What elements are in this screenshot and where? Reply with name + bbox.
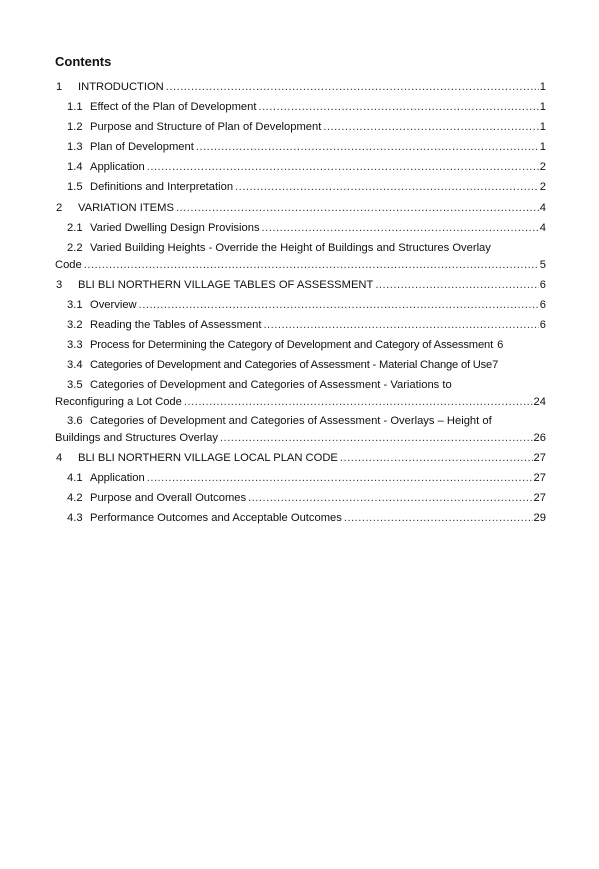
toc-entry-page: 4	[539, 202, 546, 214]
toc-entry-3-2[interactable]	[67, 317, 546, 334]
toc-entry-page: 1	[539, 101, 546, 113]
toc-entry-title: Purpose and Overall Outcomes	[90, 492, 247, 504]
dot-leader	[235, 179, 539, 196]
toc-entry-title-continued: Code	[55, 259, 82, 271]
dot-leader	[166, 79, 539, 96]
toc-entry-page: 6	[539, 319, 546, 331]
toc-entry-number: 1.3	[67, 141, 83, 153]
toc-entry-title: Categories of Development and Categories of Assessment - Overlays – Height of	[90, 415, 492, 427]
toc-entry-page: 26	[533, 432, 546, 444]
toc-entry-page: 1	[539, 141, 546, 153]
toc-entry-3-1[interactable]	[67, 297, 546, 314]
toc-entry-page: 29	[533, 512, 546, 524]
dot-leader	[258, 99, 538, 116]
toc-entry-page: 1	[539, 121, 546, 133]
toc-entry-title: Categories of Development and Categories of Assessment - Material Change of Use	[90, 359, 493, 371]
toc-entry-number: 1.2	[67, 121, 83, 133]
toc-entry-1-1[interactable]	[67, 99, 546, 116]
toc-entry-number: 4.1	[67, 472, 83, 484]
toc-entry-title: Effect of the Plan of Development	[90, 101, 257, 113]
toc-entry-number: 3.4	[67, 359, 83, 371]
toc-entry-1-4[interactable]	[67, 159, 546, 176]
dot-leader	[323, 119, 538, 136]
toc-entry-4-3[interactable]	[67, 510, 546, 527]
toc-entry-title: INTRODUCTION	[78, 81, 164, 93]
toc-entry-title: Application	[90, 161, 145, 173]
toc-entry-number: 3	[56, 279, 63, 291]
toc-entry-page: 27	[533, 492, 546, 504]
toc-entry-page: 6	[539, 299, 546, 311]
toc-entry-title: Varied Building Heights - Override the Height of Buildings and Structures Overlay	[90, 242, 491, 254]
toc-entry-1-5[interactable]	[67, 179, 546, 196]
toc-entry-number: 4.3	[67, 512, 83, 524]
dot-leader	[147, 470, 533, 487]
toc-entry-title: VARIATION ITEMS	[78, 202, 174, 214]
toc-entry-number: 3.3	[67, 339, 83, 351]
dot-leader	[220, 430, 533, 447]
toc-entry-4[interactable]	[56, 450, 546, 467]
toc-entry-page: 1	[539, 81, 546, 93]
toc-entry-title-continued: Reconfiguring a Lot Code	[55, 396, 182, 408]
toc-entry-page: 24	[533, 396, 546, 408]
toc-entry-page: 5	[539, 259, 546, 271]
toc-entry-number: 1.1	[67, 101, 83, 113]
toc-entry-line	[55, 257, 546, 274]
dot-leader	[196, 139, 539, 156]
dot-leader	[139, 297, 539, 314]
toc-entry-4-1[interactable]	[67, 470, 546, 487]
toc-entry-page: 6	[497, 339, 504, 351]
toc-entry-2-1[interactable]	[67, 220, 546, 237]
toc-entry-3[interactable]	[56, 277, 546, 294]
dot-leader	[340, 450, 533, 467]
toc-entry-number: 4.2	[67, 492, 83, 504]
toc-entry-title: Purpose and Structure of Plan of Development	[90, 121, 322, 133]
toc-entry-title: Reading the Tables of Assessment	[90, 319, 262, 331]
toc-entry-page: 2	[539, 161, 546, 173]
toc-heading: Contents	[55, 54, 112, 69]
toc-entry-2-2[interactable]	[55, 240, 546, 274]
toc-entry-3-5[interactable]	[55, 377, 546, 411]
toc-entry-page: 27	[533, 472, 546, 484]
toc-entry-number: 2	[56, 202, 63, 214]
toc-entry-number: 1	[56, 81, 63, 93]
toc-entry-page: 6	[539, 279, 546, 291]
toc-entry-line	[67, 377, 546, 394]
dot-leader	[263, 317, 538, 334]
toc-entry-title: Application	[90, 472, 145, 484]
toc-entry-1-3[interactable]	[67, 139, 546, 156]
toc-entry-1[interactable]	[56, 79, 546, 96]
dot-leader	[262, 220, 539, 237]
toc-entry-page: 7	[492, 359, 499, 371]
toc-entry-line	[55, 394, 546, 411]
toc-entry-line	[67, 240, 546, 257]
toc-entry-title: BLI BLI NORTHERN VILLAGE LOCAL PLAN CODE	[78, 452, 338, 464]
dot-leader	[184, 394, 533, 411]
toc-entry-page: 27	[533, 452, 546, 464]
dot-leader	[344, 510, 533, 527]
toc-entry-title: Performance Outcomes and Acceptable Outcomes	[90, 512, 342, 524]
toc-entry-page: 2	[539, 181, 546, 193]
toc-entry-title: Categories of Development and Categories of Assessment - Variations to	[90, 379, 452, 391]
toc-entry-3-6[interactable]	[55, 413, 546, 447]
toc-entry-3-4[interactable]	[67, 357, 546, 374]
toc-entry-number: 3.2	[67, 319, 83, 331]
dot-leader	[176, 200, 539, 217]
toc-entry-number: 3.5	[67, 379, 83, 391]
toc-entry-title: Definitions and Interpretation	[90, 181, 234, 193]
toc-entry-number: 4	[56, 452, 63, 464]
dot-leader	[147, 159, 539, 176]
toc-entry-number: 3.1	[67, 299, 83, 311]
toc-entry-line	[67, 413, 546, 430]
toc-entry-number: 1.5	[67, 181, 83, 193]
toc-entry-title: Plan of Development	[90, 141, 194, 153]
toc-entry-number: 2.1	[67, 222, 83, 234]
dot-leader	[248, 490, 532, 507]
toc-entry-3-3[interactable]	[67, 337, 546, 354]
toc-entry-title: Varied Dwelling Design Provisions	[90, 222, 260, 234]
toc-entry-title-continued: Buildings and Structures Overlay	[55, 432, 218, 444]
toc-entry-number: 1.4	[67, 161, 83, 173]
toc-entry-page: 4	[539, 222, 546, 234]
dot-leader	[375, 277, 538, 294]
toc-entry-title: BLI BLI NORTHERN VILLAGE TABLES OF ASSESSMENT	[78, 279, 374, 291]
toc-entry-title: Process for Determining the Category of Development and Category of Assessment	[90, 339, 494, 351]
toc-entry-4-2[interactable]	[67, 490, 546, 507]
toc-entry-2[interactable]	[56, 200, 546, 217]
toc-entry-title: Overview	[90, 299, 137, 311]
toc-entry-1-2[interactable]	[67, 119, 546, 136]
toc-entry-line	[55, 430, 546, 447]
toc-entry-number: 2.2	[67, 242, 83, 254]
toc-entry-number: 3.6	[67, 415, 83, 427]
dot-leader	[84, 257, 539, 274]
